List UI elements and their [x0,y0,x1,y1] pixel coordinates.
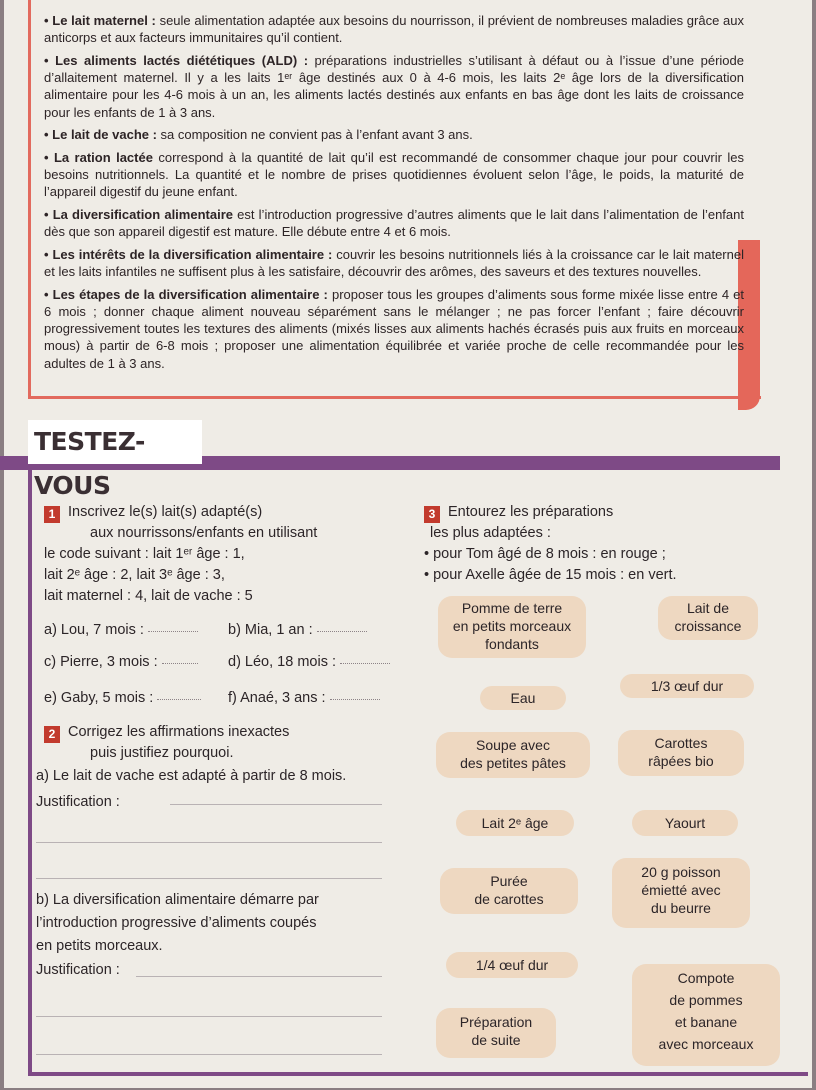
summary-diversification [44,206,744,240]
food-label: de suite [471,1032,521,1048]
food-label: Lait 2ᵉ âge [481,815,549,831]
food-carrots[interactable] [618,730,744,776]
summary-cow-milk [44,126,744,143]
exercise-1-item-e [44,688,201,709]
food-label: Carottes [654,735,708,751]
answer-line[interactable] [36,878,382,879]
exercise-1-line: le code suivant : lait 1ᵉʳ âge : 1, [44,546,245,562]
summary-milk-ration [44,149,744,201]
exercise-text: Entourez les préparations [448,504,614,520]
summary-term: • Les aliments lactés diététiques (ALD) : [44,52,309,68]
food-label: du beurre [651,900,711,916]
exercise-1-item-a [44,620,198,641]
exercise-1-item-c [44,652,198,673]
summary-term: • Les intérêts de la diversification alimentaire : [44,246,333,262]
food-water[interactable] [480,686,566,710]
food-label: Compote [677,970,735,986]
exercise-1-line: lait maternel : 4, lait de vache : 5 [44,588,253,604]
item-label: d) Léo, 18 mois : [228,654,336,670]
summary-term: • La diversification alimentaire [44,207,233,223]
food-growth-milk[interactable] [658,596,758,640]
exercise-3-bullet: • pour Tom âgé de 8 mois : en rouge ; [424,546,666,562]
food-label: Purée [490,873,528,889]
item-label: e) Gaby, 5 mois : [44,690,154,706]
food-yogurt[interactable] [632,810,738,836]
food-label: Préparation [459,1014,533,1030]
food-potato[interactable] [438,596,586,658]
food-label: en petits morceaux [452,618,572,634]
exercise-1-line: aux nourrissons/enfants en utilisant [90,525,318,541]
test-left-rule [28,456,32,1076]
food-label: fondants [485,636,539,652]
food-second-age-milk[interactable] [456,810,574,836]
exercise-number: 1 [44,506,60,523]
food-label: avec morceaux [658,1036,754,1052]
justification-label: Justification : [36,962,120,978]
answer-blank[interactable] [157,699,201,700]
test-bottom-rule [28,1072,808,1076]
exercise-text: Inscrivez le(s) lait(s) adapté(s) [68,504,263,520]
summary-interests [44,246,744,280]
exercise-2-statement-a: a) Le lait de vache est adapté à partir de 8 mois. [36,768,347,784]
food-carrot-puree[interactable] [440,868,578,914]
item-label: b) Mia, 1 an : [228,622,313,638]
exercise-1-item-d [228,652,390,673]
exercise-number: 3 [424,506,440,523]
exercise-2-statement-b: b) La diversification alimentaire démarre par [36,892,319,908]
item-label: a) Lou, 7 mois : [44,622,144,638]
answer-line[interactable] [170,804,382,805]
food-compote[interactable] [632,964,780,1066]
exercise-2-line [44,722,289,743]
summary-text: sa composition ne convient pas à l’enfant avant 3 ans. [156,127,473,143]
food-quarter-egg[interactable] [446,952,578,978]
summary-term: • Le lait maternel : [44,13,156,28]
food-label: de pommes [669,992,743,1008]
food-label: Lait de [686,600,730,616]
exercise-1-item-b [228,620,367,641]
summary-steps [44,286,744,372]
summary-block [44,12,744,377]
summary-text: couvrir les besoins nutritionnels liés à la croissance car le lait maternel et les laits infantiles ne suffisent plus à les satisfaire, découvrir des arômes, des saveurs et des textures nouvelles. [44,246,744,280]
exercise-number: 2 [44,726,60,743]
exercise-2-statement-b: en petits morceaux. [36,938,163,954]
food-label: et banane [674,1014,738,1030]
food-label: 1/3 œuf dur [650,678,724,694]
summary-ald [44,52,744,121]
food-label: des petites pâtes [460,755,566,771]
summary-text: seule alimentation adaptée aux besoins du nourrisson, il prévient de nombreuses maladies grâce aux anticorps et aux facteurs immunitaires qu’il contient. [44,13,744,46]
food-follow-on-formula[interactable] [436,1008,556,1058]
answer-line[interactable] [36,1054,382,1055]
exercise-1-line [44,502,262,523]
exercise-1-item-f [228,688,380,709]
food-label: 1/4 œuf dur [475,957,549,973]
answer-line[interactable] [36,1016,382,1017]
food-label: Yaourt [664,815,706,831]
exercise-3-bullet: • pour Axelle âgée de 15 mois : en vert. [424,567,677,583]
exercise-3-line: les plus adaptées : [430,525,551,541]
exercise-1-line: lait 2ᵉ âge : 2, lait 3ᵉ âge : 3, [44,567,225,583]
summary-text: proposer tous les groupes d’aliments sous forme mixée lisse entre 4 et 6 mois ; donner chaque aliment nouveau séparément sans le mélanger ; ne pas forcer l’enfant ; faire découvrir progressivement toutes les textures des aliments (mixés lisses aux aliments hachés écrasés puis aux fruits en morceaux mous) à partir de 6-8 mois ; proposer une alimentation équilibrée et variée proche de celle recommandée pour les adultes de 1 à 3 ans. [44,286,744,371]
summary-term: • Les étapes de la diversification alimentaire : [44,286,328,302]
food-label: de carottes [474,891,544,907]
summary-text: est l’introduction progressive d’autres aliments que le lait dans l’alimentation de l’enfant dès que son appareil digestif est mature. Elle débute entre 4 et 6 mois. [44,207,744,240]
summary-mother-milk [44,12,744,46]
answer-blank[interactable] [330,699,380,700]
item-label: f) Anaé, 3 ans : [228,690,326,706]
summary-text: correspond à la quantité de lait qu’il est recommandé de consommer chaque jour pour couvrir les besoins nutritionnels. La quantité et le nombre de prises quotidiennes évoluent selon l’âge, le poids, la maturité de l’appareil digestif du jeune enfant. [44,149,745,200]
test-title: TESTEZ-VOUS [28,420,202,464]
answer-blank[interactable] [148,631,198,632]
exercise-2-statement-b: l’introduction progressive d’aliments coupés [36,915,317,931]
food-third-egg[interactable] [620,674,754,698]
summary-text: préparations industrielles s’utilisant à défaut ou à l’issue d’une période d’allaitement maternel. Il y a les laits 1ᵉʳ âge destinés aux 0 à 4-6 mois, les laits 2ᵉ âge lors de la diversification alimentaire pour les 4-6 mois à un an, les aliments lactés destinés aux enfants en bas âge dont les laits de croissance pour les enfants de 1 à 3 ans. [44,52,745,120]
food-label: Eau [510,690,536,706]
item-label: c) Pierre, 3 mois : [44,654,158,670]
food-label: émietté avec [641,882,721,898]
food-label: Soupe avec [476,737,550,753]
food-soup[interactable] [436,732,590,778]
exercise-2-line: puis justifiez pourquoi. [90,745,234,761]
answer-line[interactable] [36,842,382,843]
food-label: râpées bio [648,753,714,769]
summary-term: • La ration lactée [44,149,153,165]
summary-term: • Le lait de vache : [44,127,157,143]
food-label: 20 g poisson [641,864,721,880]
food-fish[interactable] [612,858,750,928]
food-label: Pomme de terre [461,600,563,616]
exercise-3-line [424,502,613,523]
answer-blank[interactable] [162,663,198,664]
exercise-text: Corrigez les affirmations inexactes [68,724,290,740]
food-label: croissance [674,618,742,634]
answer-blank[interactable] [317,631,367,632]
answer-line[interactable] [136,976,382,977]
justification-label: Justification : [36,794,120,810]
answer-blank[interactable] [340,663,390,664]
